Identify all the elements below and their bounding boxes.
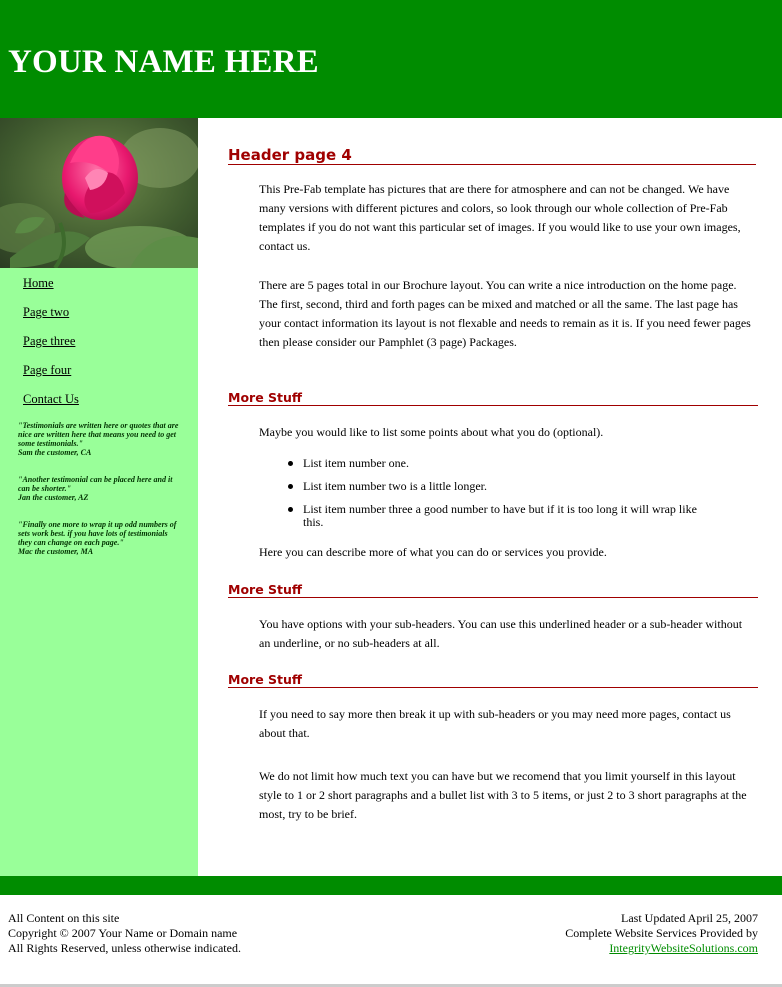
testimonials	[18, 421, 180, 574]
testimonial	[18, 520, 180, 556]
sidebar	[0, 118, 198, 876]
section-heading-more-stuff-2: More Stuff	[228, 582, 758, 598]
section3-paragraph-1: If you need to say more then break it up with sub-headers or you may need more pages, contact us about that.	[259, 707, 731, 740]
footer-bar	[0, 876, 782, 895]
testimonial-quote: "Testimonials are written here or quotes that are nice are written here that means you need to get some testimonials."	[18, 421, 179, 448]
site-title: YOUR NAME HERE	[8, 44, 319, 80]
intro-paragraph-2: There are 5 pages total in our Brochure layout. You can write a nice introduction on the home page. The first, second, third and forth pages can be mixed and matched or all the same. The last page has your contact information its layout is not flexable and needs to remain as it is. If you need fewer pages then please consider our Pamphlet (3 page) Packages.	[259, 278, 751, 349]
rose-photo-icon	[0, 118, 198, 268]
list-item: List item number three a good number to have but if it is too long it will wrap like this.	[288, 503, 708, 529]
last-updated: Last Updated April 25, 2007	[621, 911, 758, 925]
list-item: List item number one.	[288, 457, 708, 470]
site-header	[0, 0, 782, 118]
testimonial-quote: "Another testimonial can be placed here and it can be shorter."	[18, 475, 173, 493]
bullet-icon	[288, 507, 293, 512]
footer-line: Copyright © 2007 Your Name or Domain name	[8, 926, 238, 940]
list-item: List item number two is a little longer.	[288, 480, 708, 493]
testimonial-author: Jan the customer, AZ	[18, 493, 89, 502]
nav-page-four[interactable]: Page four	[23, 363, 72, 377]
nav-page-two[interactable]: Page two	[23, 305, 70, 319]
services-credit: Complete Website Services Provided by	[565, 926, 758, 940]
intro-paragraph-1: This Pre-Fab template has pictures that are there for atmosphere and can not be changed. We have many versions with different pictures and colors, so look through our whole collection of Pre-Fab templates if you do not want this particular set of images. If you would like to use your own images, contact us.	[259, 182, 741, 253]
section-heading-more-stuff-1: More Stuff	[228, 390, 758, 406]
page-heading: Header page 4	[228, 146, 756, 165]
sidebar-nav	[23, 275, 79, 420]
testimonial-author: Sam the customer, CA	[18, 448, 92, 457]
footer-line: All Content on this site	[8, 911, 120, 925]
testimonial-quote: "Finally one more to wrap it up odd numbers of sets work best. if you have lots of testimonials they can change on each page."	[18, 520, 177, 547]
section-heading-more-stuff-3: More Stuff	[228, 672, 758, 688]
footer-credits	[565, 911, 758, 956]
bullet-icon	[288, 484, 293, 489]
testimonial-author: Mac the customer, MA	[18, 547, 94, 556]
bullet-icon	[288, 461, 293, 466]
footer-copyright	[8, 911, 241, 956]
section3-paragraph-2: We do not limit how much text you can have but we recomend that you limit yourself in this layout style to 1 or 2 short paragraphs and a bullet list with 3 to 5 items, or just 2 to 3 short paragraphs at the most, try to be brief.	[259, 769, 747, 821]
testimonial	[18, 421, 180, 457]
section2-paragraph-1: You have options with your sub-headers. You can use this underlined header or a sub-header without an underline, or no sub-headers at all.	[259, 617, 743, 650]
section1-paragraph-2: Here you can describe more of what you can do or services you provide.	[259, 545, 607, 559]
nav-home[interactable]: Home	[23, 276, 54, 290]
nav-contact-us[interactable]: Contact Us	[23, 392, 79, 406]
provider-link[interactable]: IntegrityWebsiteSolutions.com	[609, 941, 758, 955]
footer-line: All Rights Reserved, unless otherwise indicated.	[8, 941, 241, 955]
nav-page-three[interactable]: Page three	[23, 334, 76, 348]
section1-paragraph-1: Maybe you would like to list some points about what you do (optional).	[259, 425, 604, 439]
testimonial	[18, 475, 180, 502]
points-list	[288, 457, 708, 539]
